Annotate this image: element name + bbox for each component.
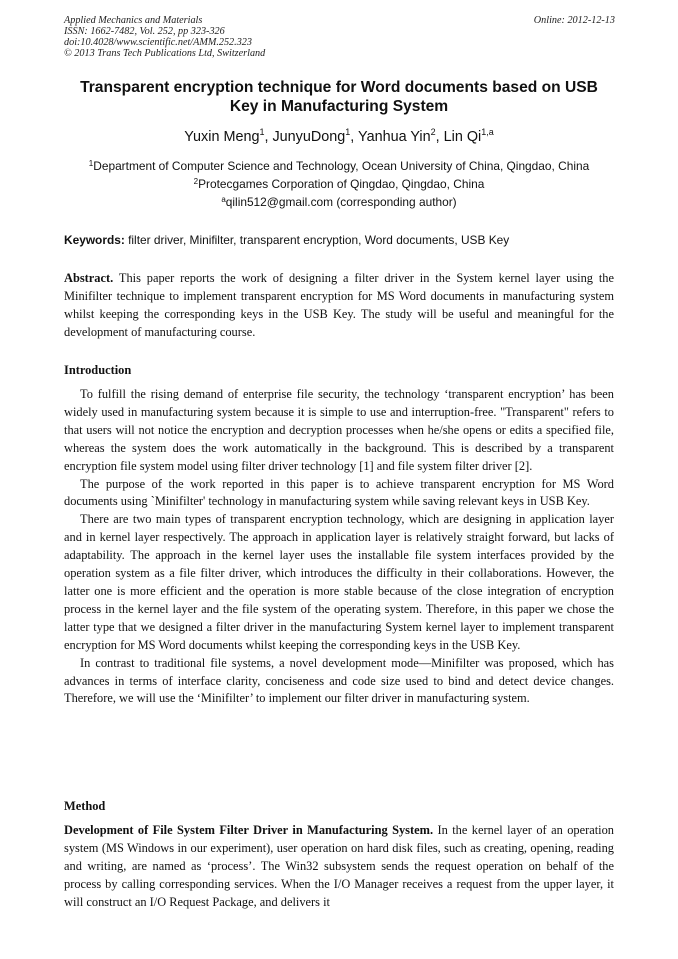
abstract xyxy=(64,270,614,342)
affiliation-1 xyxy=(60,159,618,174)
paragraph: To fulfill the rising demand of enterprise file security, the technology ‘transparent encryption’ has been widely used in manufacturing system because it is simple to use and interruption-free. "Transparent" refers to that users will not notice the encryption and decryption processes when he/she opens or edits a specified file, whereas the system does the work automatically in the background. This is described by a transparent encryption file system model using filter driver technology [1] and file system filter driver [2]. xyxy=(64,387,614,473)
copyright-line: © 2013 Trans Tech Publications Ltd, Switzerland xyxy=(64,48,266,59)
online-date: Online: 2012-12-13 xyxy=(533,15,615,26)
paragraph: There are two main types of transparent encryption technology, which are designing in application layer and in kernel layer respectively. The approach in application layer is relatively straight forward, but lacks of adaptability. The approach in the kernel layer uses the installable file system interfaces provided by the operation system as a file filter driver, which introduces the difficulty in their collaborations. However, the latter one is more efficient and the operation is more stable because of the close integration of encryption process in the kernel layer and the file system of the operating system. Therefore, in this paper we chose the latter type that we designed a filter driver in the manufacturing System kernel layer to implement transparent encryption for MS Word documents whilst keeping the corresponding keys in the USB Key. xyxy=(64,512,614,652)
keywords-text: filter driver, Minifilter, transparent encryption, Word documents, USB Key xyxy=(128,233,510,247)
author-affil-sup: 1 xyxy=(259,127,265,137)
author-affil-sup: 1,a xyxy=(481,127,494,137)
paper-title xyxy=(60,79,618,116)
author-affil-sup: 2 xyxy=(430,127,436,137)
author-affil-sup: 1 xyxy=(345,127,351,137)
title-line-2: Key in Manufacturing System xyxy=(229,97,449,115)
author-name: Yanhua Yin xyxy=(358,129,431,145)
corresponding-email xyxy=(60,195,618,210)
affiliation-text: Protecgames Corporation of Qingdao, Qingdao, China xyxy=(198,177,485,191)
introduction-body xyxy=(64,386,614,708)
method-heading: Method xyxy=(64,799,106,813)
affiliation-2 xyxy=(60,177,618,192)
affiliation-text[interactable]: qilin512@gmail.com (corresponding author) xyxy=(225,195,457,209)
method-text: In the kernel layer of an operation system (MS Windows in our experiment), user operation on hard disk files, such as creating, opening, reading and writing, are named as ‘process’. The Win32 subsystem sends the request operation on behalf of the process by calling corresponding services. When the I/O Manager receives a request from the upper layer, it will construct an I/O Request Package, and delivers it xyxy=(64,823,614,909)
author-name: Yuxin Meng xyxy=(184,129,260,145)
title-line-1: Transparent encryption technique for Word documents based on USB xyxy=(80,79,598,96)
journal-name: Applied Mechanics and Materials xyxy=(64,15,203,26)
keywords xyxy=(64,233,616,248)
method-subheading: Development of File System Filter Driver in Manufacturing System. xyxy=(64,823,434,837)
affiliation-sup: a xyxy=(221,195,226,204)
author-name: Lin Qi xyxy=(443,129,482,145)
paragraph: The purpose of the work reported in this paper is to achieve transparent encryption for MS Word documents using `Minifilter' technology in manufacturing system while saving relevant keys in USB Key. xyxy=(64,476,614,509)
introduction-heading: Introduction xyxy=(64,363,132,377)
journal-header xyxy=(64,15,265,59)
keywords-label: Keywords: xyxy=(64,233,125,247)
affiliation-text: Department of Computer Science and Technology, Ocean University of China, Qingdao, China xyxy=(93,159,590,173)
paragraph: In contrast to traditional file systems, a novel development mode—Minifilter was proposed, which has advances in terms of interface clarity, conciseness and code size used to bind and detect device changes. Therefore, we will use the ‘Minifilter’ to implement our filter driver in manufacturing system. xyxy=(64,655,614,706)
method-body xyxy=(64,822,614,912)
author-list: Yuxin Meng$^1$, JunyuDong$^1$, Yanhua Yin$^2$, Lin Qi$^{1,a}$ xyxy=(184,127,494,145)
abstract-label: Abstract. xyxy=(64,271,114,285)
abstract-text: This paper reports the work of designing a filter driver in the System kernel layer using the Minifilter technique to implement transparent encryption for MS Word documents in manufacturing system whilst keeping the corresponding keys in the USB Key. The study will be useful and meaningful for the development of manufacturing course. xyxy=(64,271,615,339)
affiliation-sup: 2 xyxy=(193,177,199,186)
doi-line[interactable]: doi:10.4028/www.scientific.net/AMM.252.323 xyxy=(64,37,252,48)
issn-line: ISSN: 1662-7482, Vol. 252, pp 323-326 xyxy=(64,26,225,37)
affiliation-sup: 1 xyxy=(88,159,94,168)
author-name: JunyuDong xyxy=(272,129,346,145)
